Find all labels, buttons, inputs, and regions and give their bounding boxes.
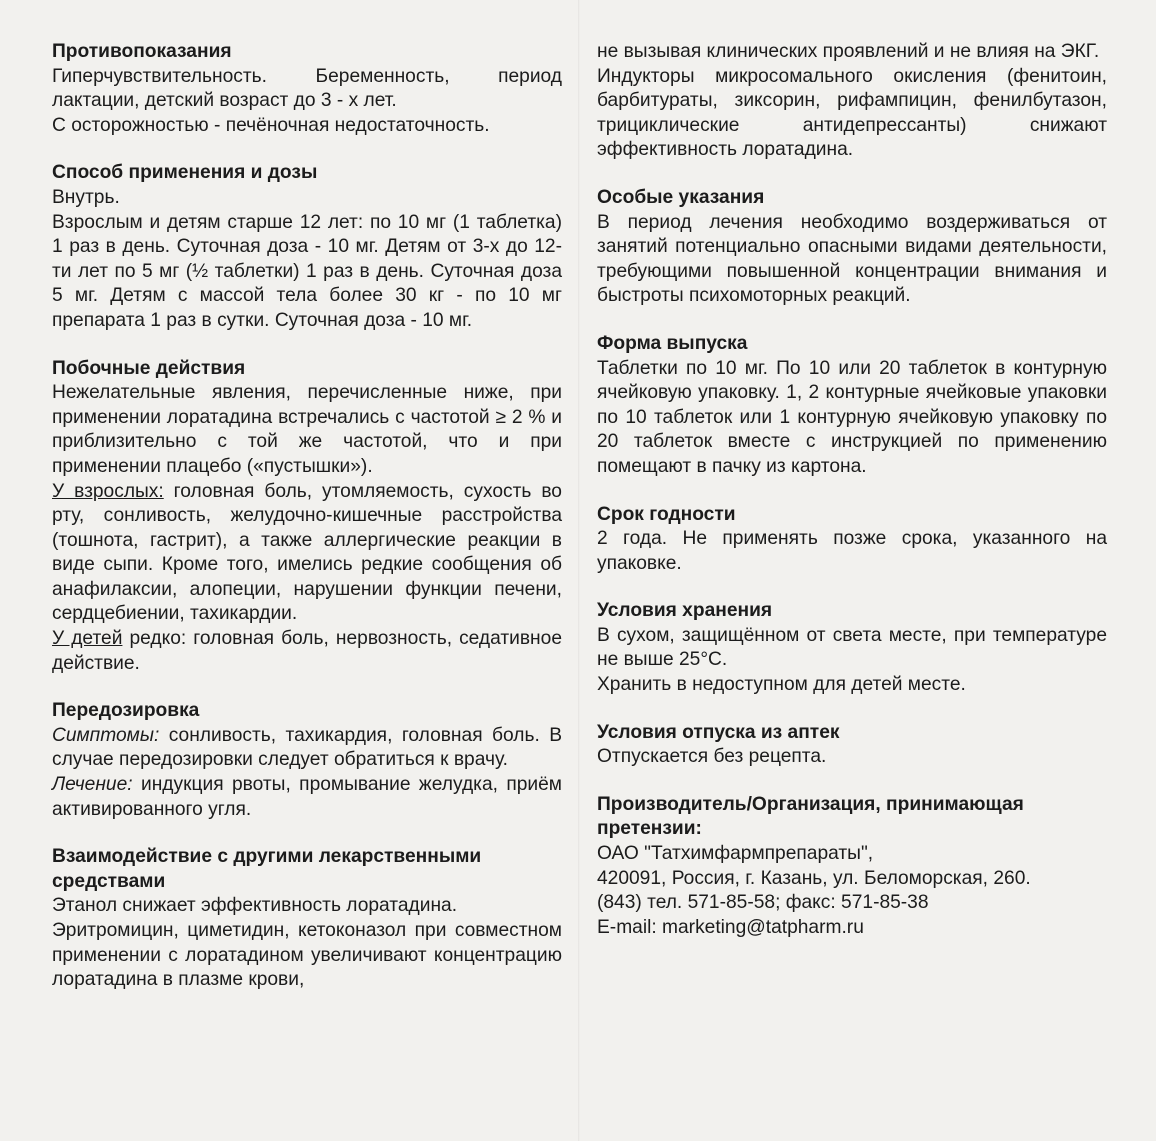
page-fold: [578, 0, 580, 1141]
manufacturer-address: 420091, Россия, г. Казань, ул. Беломорская, 260.: [597, 867, 1031, 889]
side-effects-adults: [52, 480, 562, 628]
dispense-text: Отпускается без рецепта.: [597, 746, 827, 768]
overdose-title: Передозировка: [52, 700, 200, 722]
adults-label: У взрослых:: [52, 480, 164, 502]
manufacturer-phone: (843) тел. 571-85-58; факс: 571-85-38: [597, 892, 929, 914]
interaction-ethanol: Этанол снижает эффективность лоратадина.: [52, 895, 458, 917]
special-title: Особые указания: [597, 186, 765, 208]
interaction-title: Взаимодействие с другими лекарственными средствами: [52, 846, 482, 892]
form-section: [597, 332, 1107, 480]
contraindications-title: Противопоказания: [52, 41, 232, 62]
left-column: [52, 40, 562, 993]
form-text: Таблетки по 10 мг. По 10 или 20 таблеток в контурную ячейковую упаковку. 1, 2 контурные ячейковые упаковки по 10 таблеток или 1 контурную ячейковую упаковку по 20 таблеток вместе с инструкцией по применению помещают в пачку из картона.: [597, 357, 1107, 477]
storage-text: В сухом, защищённом от света месте, при температуре не выше 25°С.: [597, 624, 1107, 671]
interaction-inductors: Индукторы микросомального окисления (фенитоин, барбитураты, зиксорин, рифампицин, фенилбутазон, трициклические антидепрессанты) снижают эффективность лоратадина.: [597, 65, 1107, 161]
shelf-life-text: 2 года. Не применять позже срока, указанного на упаковке.: [597, 528, 1107, 574]
manufacturer-name: ОАО "Татхимфармпрепараты",: [597, 843, 874, 865]
dosage-section: [52, 161, 562, 333]
manufacturer-title: Производитель/Организация, принимающая претензии:: [597, 793, 1024, 840]
manufacturer-email: E-mail: marketing@tatpharm.ru: [597, 916, 864, 938]
storage-section: [597, 599, 1107, 697]
overdose-symptoms: [52, 724, 562, 773]
overdose-section: [52, 699, 562, 822]
form-title: Форма выпуска: [597, 332, 748, 354]
side-effects-intro: Нежелательные явления, перечисленные ниже, при применении лоратадина встречались с частотой ≥ 2 % и приблизительно с той же частотой, что и при применении плацебо («пустышки»).: [52, 382, 562, 477]
symptoms-label: Симптомы:: [52, 724, 160, 746]
children-label: У детей: [52, 628, 123, 650]
side-effects-section: [52, 357, 562, 677]
adults-text: головная боль, утомляемость, сухость во рту, сонливость, желудочно-кишечные расстройства (тошнота, гастрит), а также аллергические реакции в виде сыпи. Кроме того, имелись редкие сообщения об анафилаксии, алопеции, нарушении функции печени, сердцебиении, тахикардии.: [52, 480, 562, 625]
interaction-continued: [597, 40, 1107, 163]
dispense-section: [597, 721, 1107, 770]
contraindications-caution: С осторожностью - печёночная недостаточность.: [52, 114, 490, 136]
dosage-route: Внутрь.: [52, 186, 120, 208]
side-effects-children: [52, 627, 562, 676]
special-section: [597, 186, 1107, 309]
overdose-treatment: [52, 773, 562, 822]
symptoms-text: сонливость, тахикардия, головная боль. В случае передозировки следует обратиться к врачу.: [52, 724, 562, 771]
contraindications-section: [52, 40, 562, 138]
interaction-cont-text: не вызывая клинических проявлений и не влияя на ЭКГ.: [597, 41, 1100, 62]
storage-text-2: Хранить в недоступном для детей месте.: [597, 674, 966, 696]
right-column: [597, 40, 1107, 940]
manufacturer-section: [597, 793, 1107, 941]
shelf-life-title: Срок годности: [597, 503, 736, 525]
interaction-erythromycin: Эритромицин, циметидин, кетоконазол при совместном применении с лоратадином увеличивают концентрацию лоратадина в плазме крови,: [52, 920, 562, 991]
children-text: редко: головная боль, нервозность, седативное действие.: [52, 628, 562, 674]
shelf-life-section: [597, 503, 1107, 577]
interaction-section: [52, 845, 562, 993]
side-effects-title: Побочные действия: [52, 357, 246, 379]
dispense-title: Условия отпуска из аптек: [597, 721, 840, 743]
storage-title: Условия хранения: [597, 600, 773, 622]
dosage-text: Взрослым и детям старше 12 лет: по 10 мг (1 таблетка) 1 раз в день. Суточная доза - 10 мг. Детям от 3-х до 12-ти лет по 5 мг (½ таблетки) 1 раз в день. Суточная доза 5 мг. Детям с массой тела более 30 кг - по 10 мг препарата 1 раз в сутки. Суточная доза - 10 мг.: [52, 211, 562, 331]
special-text: В период лечения необходимо воздерживаться от занятий потенциально опасными видами деятельности, требующими повышенной концентрации внимания и быстроты психомоторных реакций.: [597, 211, 1107, 307]
contraindications-text: Гиперчувствительность. Беременность, период лактации, детский возраст до 3 - х лет.: [52, 65, 562, 112]
treatment-label: Лечение:: [52, 774, 133, 796]
treatment-text: индукция рвоты, промывание желудка, приём активированного угля.: [52, 774, 562, 820]
dosage-title: Способ применения и дозы: [52, 162, 318, 184]
